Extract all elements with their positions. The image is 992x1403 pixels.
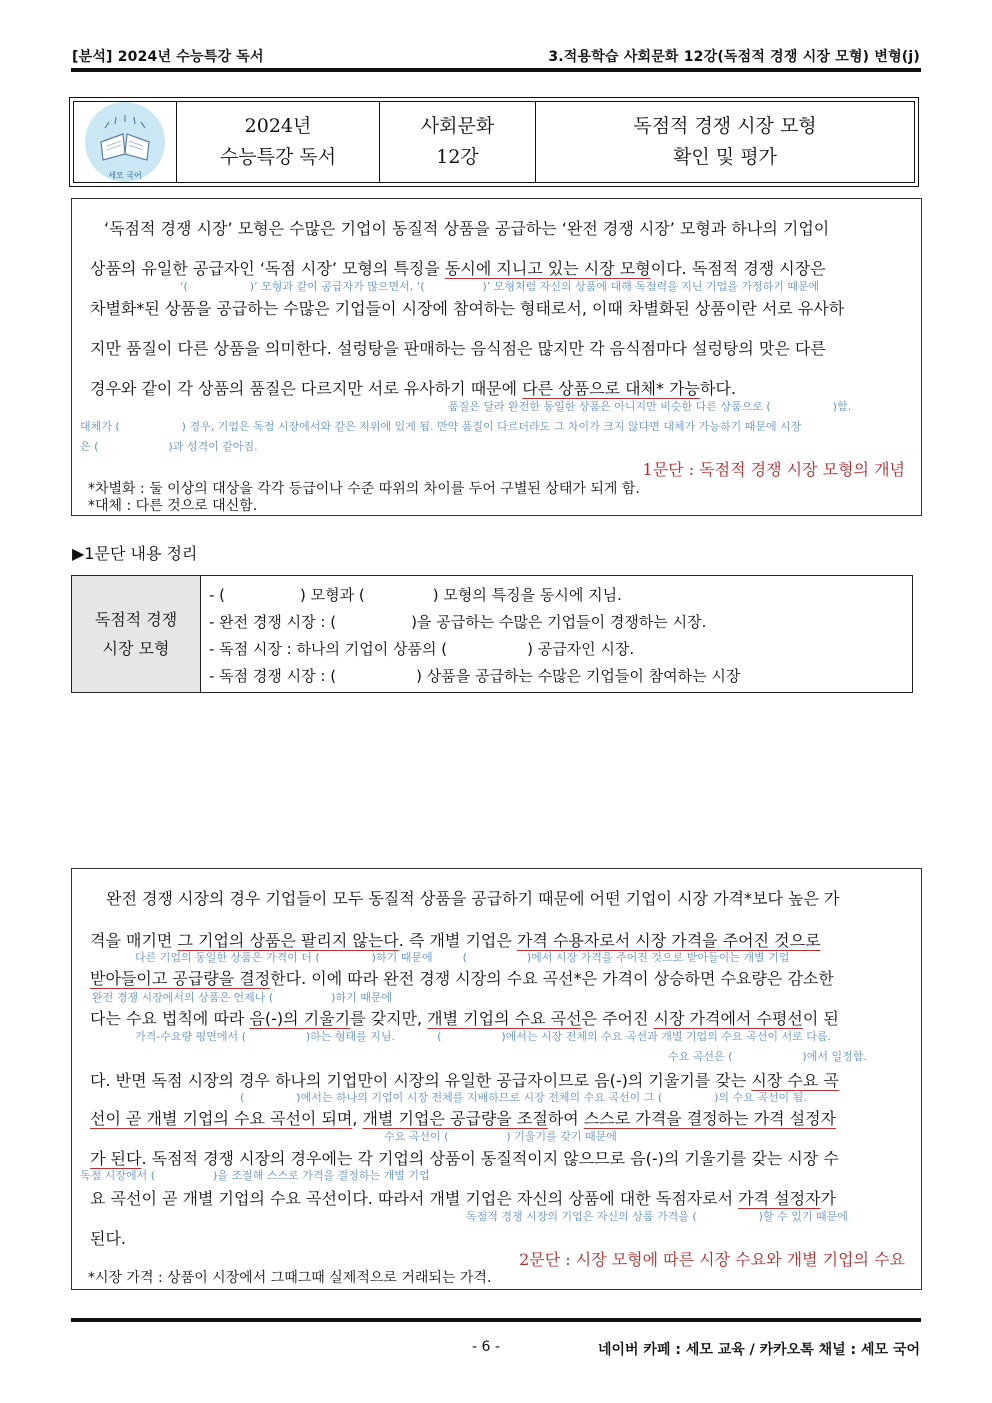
summary-label-1: 독점적 경쟁 xyxy=(94,610,178,629)
title-book: 수능특강 독서 xyxy=(219,146,337,168)
title-table xyxy=(69,97,919,187)
p2-line7: 가 된다. 독점적 경쟁 시장의 경우에는 각 기업의 상품이 동질적이지 않으므로 음(-)의 기울기를 갖는 시장 수 xyxy=(90,1149,839,1168)
title-col1 xyxy=(177,102,380,182)
p2-line4: 다는 수요 법칙에 따라 음(-)의 기울기를 갖지만, 개별 기업의 수요 곡선은 주어진 시장 가격에서 수평선이 된 xyxy=(90,1009,839,1028)
p1-footnote2: *대체 : 다른 것으로 대신함. xyxy=(88,498,258,514)
p2-note1: 다른 기업의 동일한 상품은 가격이 더 ( )하기 때문에 ( )에서 시장 가격을 주어진 것으로 받아들이는 개별 기업 xyxy=(135,951,790,964)
p2-summary-label: 2문단 : 시장 모형에 따른 시장 수요와 개별 기업의 수요 xyxy=(519,1250,905,1269)
summary-row1: - ( ) 모형과 ( ) 모형의 특징을 동시에 지님. xyxy=(209,586,622,604)
p2-note4: 수요 곡선은 ( )에서 일정함. xyxy=(668,1050,867,1063)
p2-line3: 받아들이고 공급량을 결정한다. 이에 따라 완전 경쟁 시장의 수요 곡선*은 가격이 상승하면 수요량은 감소한 xyxy=(90,969,834,988)
summary-table xyxy=(71,575,913,693)
p1-line5: 경우와 같이 각 상품의 품질은 다르지만 서로 유사하기 때문에 다른 상품으로 대체* 가능하다. xyxy=(90,379,737,398)
footer-rule xyxy=(71,1318,921,1322)
p1-note3: 대체가 ( ) 경우, 기업은 독점 시장에서와 같은 지위에 있게 됨. 만약 품질이 다르더라도 그 차이가 크지 않다면 대체가 가능하기 때문에 시장 xyxy=(80,420,802,433)
title-lesson: 12강 xyxy=(436,146,479,168)
p2-note3: 가격-수요량 평면에서 ( )하는 형태를 지님. ( )에서는 시장 전체의 수요 곡선과 개별 기업의 수요 곡선이 서로 다름. xyxy=(135,1030,832,1043)
summary-label-2: 시장 모형 xyxy=(102,639,170,658)
logo-text: 세모 국어 xyxy=(108,171,142,180)
p2-note2: 완전 경쟁 시장에서의 상품은 언제나 ( )하기 때문에 xyxy=(92,991,393,1004)
p2-footnote1: *시장 가격 : 상품이 시장에서 그때그때 실제적으로 거래되는 가격. xyxy=(88,1270,492,1286)
title-col3 xyxy=(536,102,914,182)
page-number: - 6 - xyxy=(472,1339,500,1355)
p1-note1: ‘( )’ 모형과 같이 공급자가 많으면서, ‘( )’ 모형처럼 자신의 상품에 대해 독점력을 지닌 기업을 가정하기 때문에 xyxy=(180,280,820,293)
title-topic: 독점적 경쟁 시장 모형 xyxy=(633,115,817,137)
p1-note4: 은 ( )과 성격이 같아짐. xyxy=(80,440,258,453)
p2-line6: 선이 곧 개별 기업의 수요 곡선이 되며, 개별 기업은 공급량을 조절하여 스스로 가격을 결정하는 가격 설정자 xyxy=(90,1109,836,1128)
book-logo-icon xyxy=(85,102,165,182)
title-col2 xyxy=(380,102,536,182)
p1-note2: 품질은 달라 완전한 동일한 상품은 아니지만 비슷한 다른 상품으로 ( )함. xyxy=(448,400,852,413)
title-kind: 확인 및 평가 xyxy=(673,146,777,168)
p2-line2: 격을 매기면 그 기업의 상품은 팔리지 않는다. 즉 개별 기업은 가격 수용자로서 시장 가격을 주어진 것으로 xyxy=(90,931,821,950)
summary-row2: - 완전 경쟁 시장 : ( )을 공급하는 수많은 기업들이 경쟁하는 시장. xyxy=(209,613,707,631)
section1-heading: ▶1문단 내용 정리 xyxy=(72,544,198,563)
p2-note6: 수요 곡선이 ( ) 기울기를 갖기 때문에 xyxy=(384,1130,617,1143)
summary-row4: - 독점 경쟁 시장 : ( ) 상품을 공급하는 수많은 기업들이 참여하는 시장 xyxy=(209,667,741,685)
footer-right: 네이버 카페 : 세모 교육 / 카카오톡 채널 : 세모 국어 xyxy=(597,1342,920,1358)
summary-label-cell xyxy=(72,576,201,692)
title-year: 2024년 xyxy=(244,115,312,137)
p1-line2: 상품의 유일한 공급자인 ‘독점 시장’ 모형의 특징을 동시에 지니고 있는 시장 모형이다. 독점적 경쟁 시장은 xyxy=(90,259,826,278)
p2-note8: 독점적 경쟁 시장의 기업은 자신의 상품 가격을 ( )할 수 있기 때문에 xyxy=(466,1210,848,1223)
p2-line5: 다. 반면 독점 시장의 경우 하나의 기업만이 시장의 유일한 공급자이므로 음(-)의 기울기를 갖는 시장 수요 곡 xyxy=(90,1071,839,1090)
p1-footnote1: *차별화 : 둘 이상의 대상을 각각 등급이나 수준 따위의 차이를 두어 구별된 상태가 되게 함. xyxy=(88,481,640,497)
header-left: [분석] 2024년 수능특강 독서 xyxy=(72,49,264,65)
p2-line9: 된다. xyxy=(90,1229,126,1248)
p2-note7: 독점 시장에서 ( )을 조절해 스스로 가격을 결정하는 개별 기업 xyxy=(80,1169,430,1182)
header-rule xyxy=(71,68,921,72)
title-subject: 사회문화 xyxy=(420,115,495,137)
p1-line4: 지만 품질이 다른 상품을 의미한다. 설렁탕을 판매하는 음식점은 많지만 각 음식점마다 설렁탕의 맛은 다른 xyxy=(90,339,826,358)
logo-cell xyxy=(74,102,177,182)
p2-note5: ( )에서는 하나의 기업이 시장 전체를 지배하므로 시장 전체의 수요 곡선이 그 ( )의 수요 곡선이 됨. xyxy=(240,1091,807,1104)
p1-line1: ‘독점적 경쟁 시장’ 모형은 수많은 기업이 동질적 상품을 공급하는 ‘완전 경쟁 시장’ 모형과 하나의 기업이 xyxy=(104,219,830,238)
p1-summary-label: 1문단 : 독점적 경쟁 시장 모형의 개념 xyxy=(642,460,905,479)
p1-line3: 차별화*된 상품을 공급하는 수많은 기업들이 시장에 참여하는 형태로서, 이때 차별화된 상품이란 서로 유사하 xyxy=(90,299,845,318)
summary-row3: - 독점 시장 : 하나의 기업이 상품의 ( ) 공급자인 시장. xyxy=(209,640,635,658)
p2-line8: 요 곡선이 곧 개별 기업의 수요 곡선이다. 따라서 개별 기업은 자신의 상품에 대한 독점자로서 가격 설정자가 xyxy=(90,1189,837,1208)
p2-line1: 완전 경쟁 시장의 경우 기업들이 모두 동질적 상품을 공급하기 때문에 어떤 기업이 시장 가격*보다 높은 가 xyxy=(106,889,840,908)
header-right: 3.적용학습 사회문화 12강(독점적 경쟁 시장 모형) 변형(j) xyxy=(548,49,920,65)
